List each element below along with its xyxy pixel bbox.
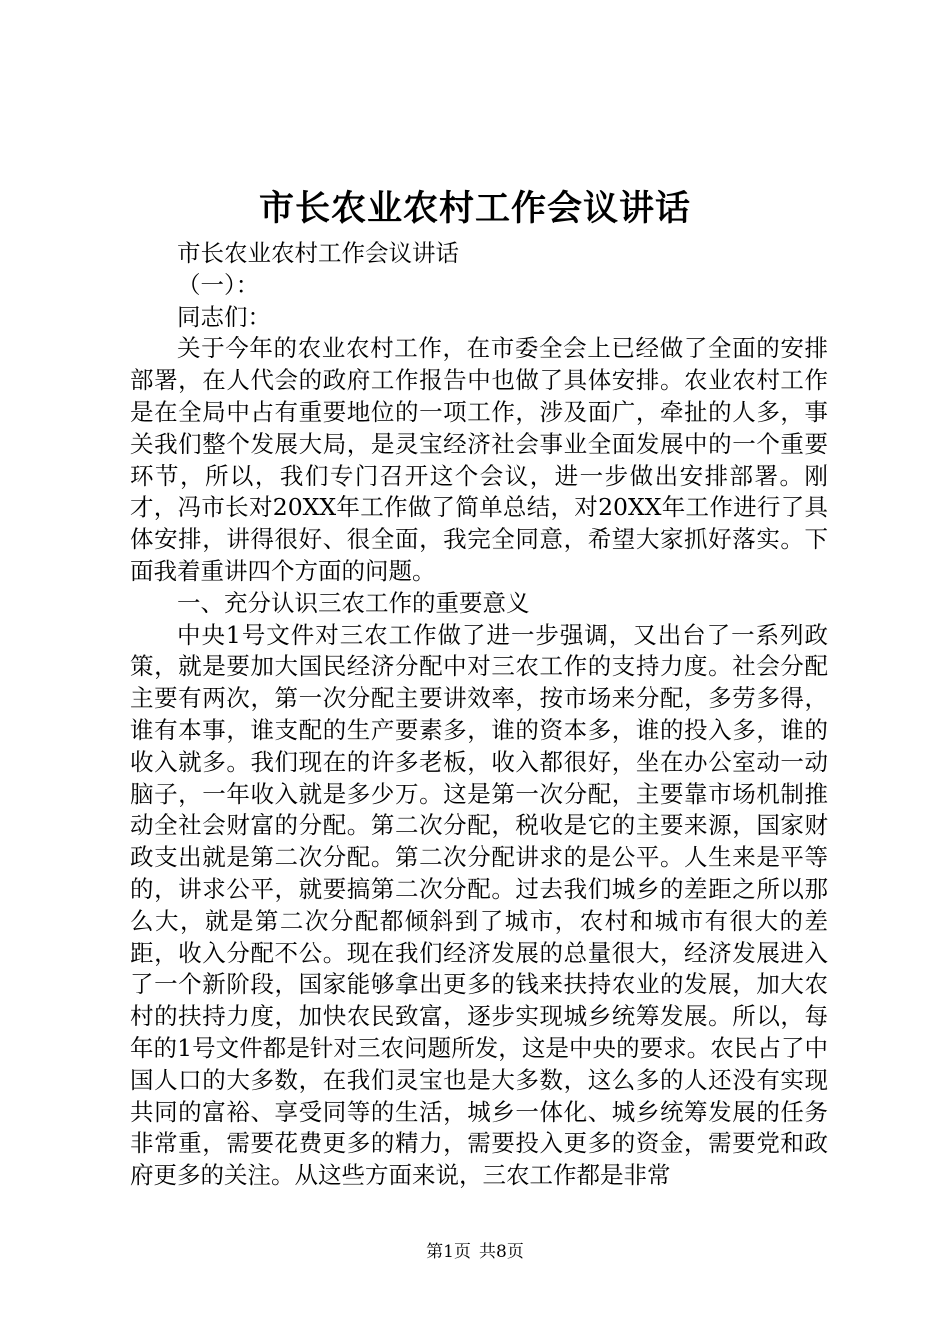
document-body: [130, 238, 828, 1192]
page-number: 第1页: [426, 1242, 471, 1262]
body-paragraph: 中央1号文件对三农工作做了进一步强调，又出台了一系列政策，就是要加大国民经济分配中对三农工作的支持力度。社会分配主要有两次，第一次分配主要讲效率，按市场来分配，多劳多得，谁有本事，谁支配的生产要素多，谁的资本多，谁的投入多，谁的收入就多。我们现在的许多老板，收入都很好，坐在办公室动一动脑子，一年收入就是多少万。这是第一次分配，主要靠市场机制推动全社会财富的分配。第二次分配，税收是它的主要来源，国家财政支出就是第二次分配。第二次分配讲求的是公平。人生来是平等的，讲求公平，就要搞第二次分配。过去我们城乡的差距之所以那么大，就是第二次分配都倾斜到了城市，农村和城市有很大的差距，收入分配不公。现在我们经济发展的总量很大，经济发展进入了一个新阶段，国家能够拿出更多的钱来扶持农业的发展，加大农村的扶持力度，加快农民致富，逐步实现城乡统筹发展。所以，每年的1号文件都是针对三农问题所发，这是中央的要求。农民占了中国人口的大多数，在我们灵宝也是大多数，这么多的人还没有实现共同的富裕、享受同等的生活，城乡一体化、城乡统筹发展的任务非常重，需要花费更多的精力，需要投入更多的资金，需要党和政府更多的关注。从这些方面来说，三农工作都是非常: [130, 620, 828, 1190]
section-heading: 一、充分认识三农工作的重要意义: [177, 588, 530, 617]
subtitle-paragraph: 市长农业农村工作会议讲话: [177, 239, 459, 267]
salutation-paragraph: 同志们：: [177, 302, 271, 331]
page-footer: [0, 1240, 950, 1264]
page-total: 共8页: [479, 1242, 524, 1262]
section-marker-paragraph: （一）：: [177, 270, 260, 299]
document-title: 市长农业农村工作会议讲话: [258, 188, 691, 229]
body-paragraph: 关于今年的农业农村工作，在市委全会上已经做了全面的安排部署，在人代会的政府工作报告中也做了具体安排。农业农村工作是在全局中占有重要地位的一项工作，涉及面广，牵扯的人多，事关我们整个发展大局，是灵宝经济社会事业全面发展中的一个重要环节，所以，我们专门召开这个会议，进一步做出安排部署。刚才，冯市长对20XX年工作做了简单总结，对20XX年工作进行了具体安排，讲得很好、很全面，我完全同意，希望大家抓好落实。下面我着重讲四个方面的问题。: [130, 334, 828, 585]
